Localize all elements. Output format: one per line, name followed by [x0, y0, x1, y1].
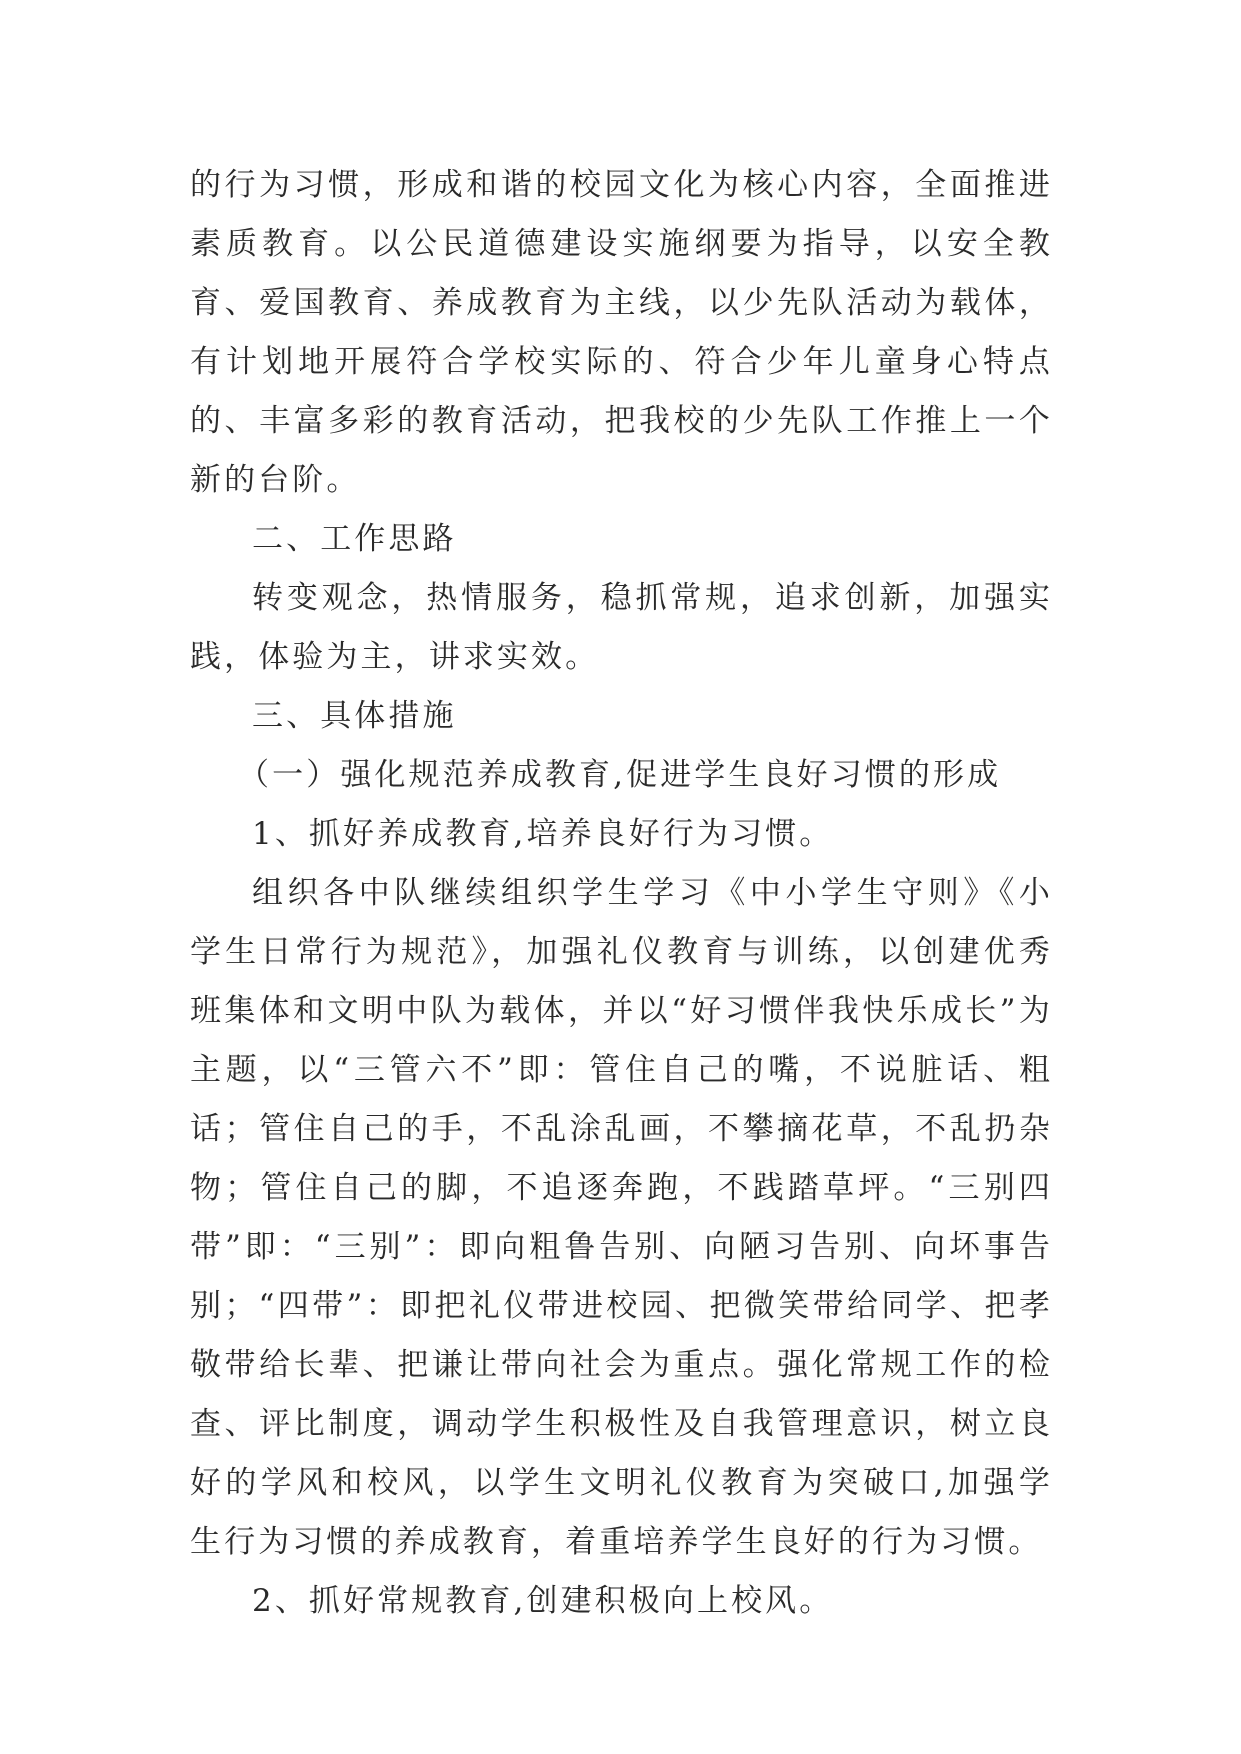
document-body: [190, 156, 1053, 1631]
paragraph-work-approach: 转变观念，热情服务，稳抓常规，追求创新，加强实践，体验为主，讲求实效。: [190, 580, 1053, 675]
heading-work-approach: 二、工作思路: [252, 521, 457, 557]
paragraph-intro-continuation: 的行为习惯，形成和谐的校园文化为核心内容，全面推进素质教育。以公民道德建设实施纲要为指导，以安全教育、爱国教育、养成教育为主线，以少先队活动为载体，有计划地开展符合学校实际的、符合少年儿童身心特点的、丰富多彩的教育活动，把我校的少先队工作推上一个新的台阶。: [190, 167, 1053, 498]
subheading-standards-education: （一）强化规范养成教育,促进学生良好习惯的形成: [238, 757, 1002, 793]
item-1-habit-education: 1、抓好养成教育,培养良好行为习惯。: [252, 816, 834, 852]
heading-specific-measures: 三、具体措施: [252, 698, 457, 734]
paragraph-habit-details: 组织各中队继续组织学生学习《中小学生守则》《小学生日常行为规范》，加强礼仪教育与训练，以创建优秀班集体和文明中队为载体，并以“好习惯伴我快乐成长”为主题，以“三管六不”即：管住自己的嘴，不说脏话、粗话；管住自己的手，不乱涂乱画，不攀摘花草，不乱扔杂物；管住自己的脚，不追逐奔跑，不践踏草坪。“三别四带”即：“三别”：即向粗鲁告别、向陋习告别、向坏事告别；“四带”：即把礼仪带进校园、把微笑带给同学、把孝敬带给长辈、把谦让带向社会为重点。强化常规工作的检查、评比制度，调动学生积极性及自我管理意识，树立良好的学风和校风，以学生文明礼仪教育为突破口,加强学生行为习惯的养成教育，着重培养学生良好的行为习惯。: [190, 875, 1053, 1560]
item-2-routine-education: 2、抓好常规教育,创建积极向上校风。: [252, 1583, 834, 1619]
